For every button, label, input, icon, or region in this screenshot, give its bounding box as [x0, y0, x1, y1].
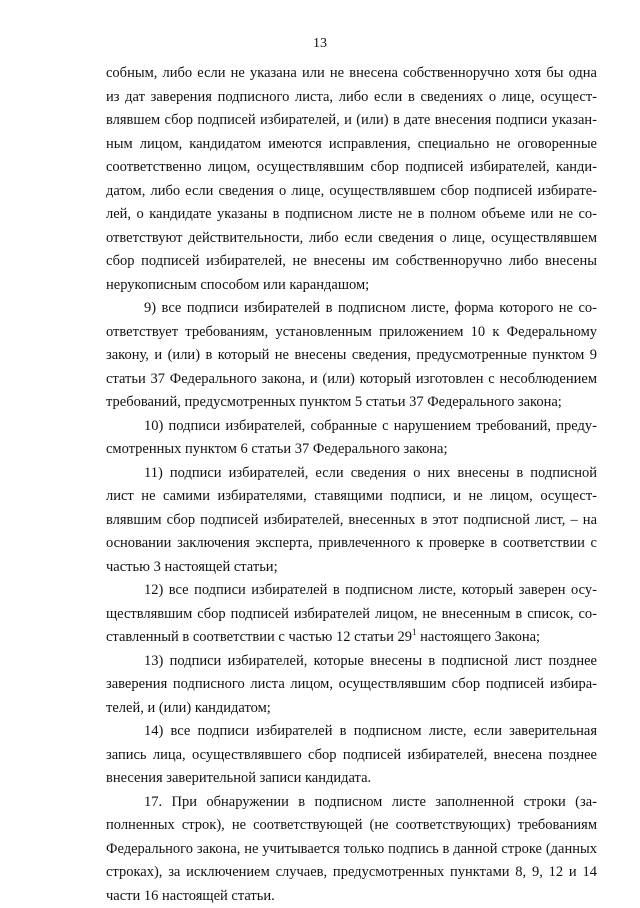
paragraph-item-9: 9) все подписи избирателей в подписном листе, форма которого не соответствует требованиям, установленным приложением 10 к Федеральному закону, и (или) в который не внесены сведения, предусмотренные пунктом 9 статьи 37 Федерального закона, и (или) который изготовлен с несоблюдением требований, предусмотренных пунктом 5 статьи 37 Федерального закона; — [106, 297, 597, 415]
paragraph-item-12-tail: настоящего Закона; — [417, 629, 541, 645]
paragraph-section-17: 17. При обнаружении в подписном листе заполненной строки (заполненных строк), не соответствующей (не соответствующих) требованиям Федерального закона, не учитывается только подпись в данной строке (данных строках), за исключением случаев, предусмотренных пунктами 8, 9, 12 и 14 части 16 настоящей статьи. — [106, 791, 597, 908]
paragraph-item-10: 10) подписи избирателей, собранные с нарушением требований, предусмотренных пунктом 6 статьи 37 Федерального закона; — [106, 415, 597, 462]
paragraph-continuation: собным, либо если не указана или не внесена собственноручно хотя бы одна из дат заверения подписного листа, либо если в сведениях о лице, осуществлявшем сбор подписей избирателей, и (или) в дате внесения подписи указанным лицом, кандидатом имеются исправления, специально не оговоренные соответственно лицом, осуществлявшим сбор подписей избирателей, кандидатом, либо если сведения о лице, осуществлявшем сбор подписей избирателей, о кандидате указаны в подписном листе не в полном объеме или не соответствуют действительности, либо если сведения о лице, осуществлявшем сбор подписей избирателей, не внесены им собственноручно либо внесены нерукописным способом или карандашом; — [106, 62, 597, 297]
page-number: 13 — [0, 36, 640, 52]
paragraph-item-11: 11) подписи избирателей, если сведения о них внесены в подписной лист не самими избирателями, ставящими подписи, и не лицом, осуществлявшим сбор подписей избирателей, внесенных в этот подписной лист, – на основании заключения эксперта, привлеченного к проверке в соответствии с частью 3 настоящей статьи; — [106, 462, 597, 580]
paragraph-item-14: 14) все подписи избирателей в подписном листе, если заверительная запись лица, осуществлявшего сбор подписей избирателей, внесена позднее внесения заверительной записи кандидата. — [106, 720, 597, 791]
paragraph-item-12-superscript: 1 — [412, 627, 417, 637]
document-body — [106, 62, 597, 908]
paragraph-item-12-text: 12) все подписи избирателей в подписном листе, который заверен осуществлявшим сбор подписей избирателей лицом, не внесенным в список, составленный в соответствии с частью 12 статьи 29 — [106, 582, 597, 645]
paragraph-item-12 — [106, 579, 597, 650]
paragraph-item-13: 13) подписи избирателей, которые внесены в подписной лист позднее заверения подписного листа лицом, осуществлявшим сбор подписей избирателей, и (или) кандидатом; — [106, 650, 597, 721]
